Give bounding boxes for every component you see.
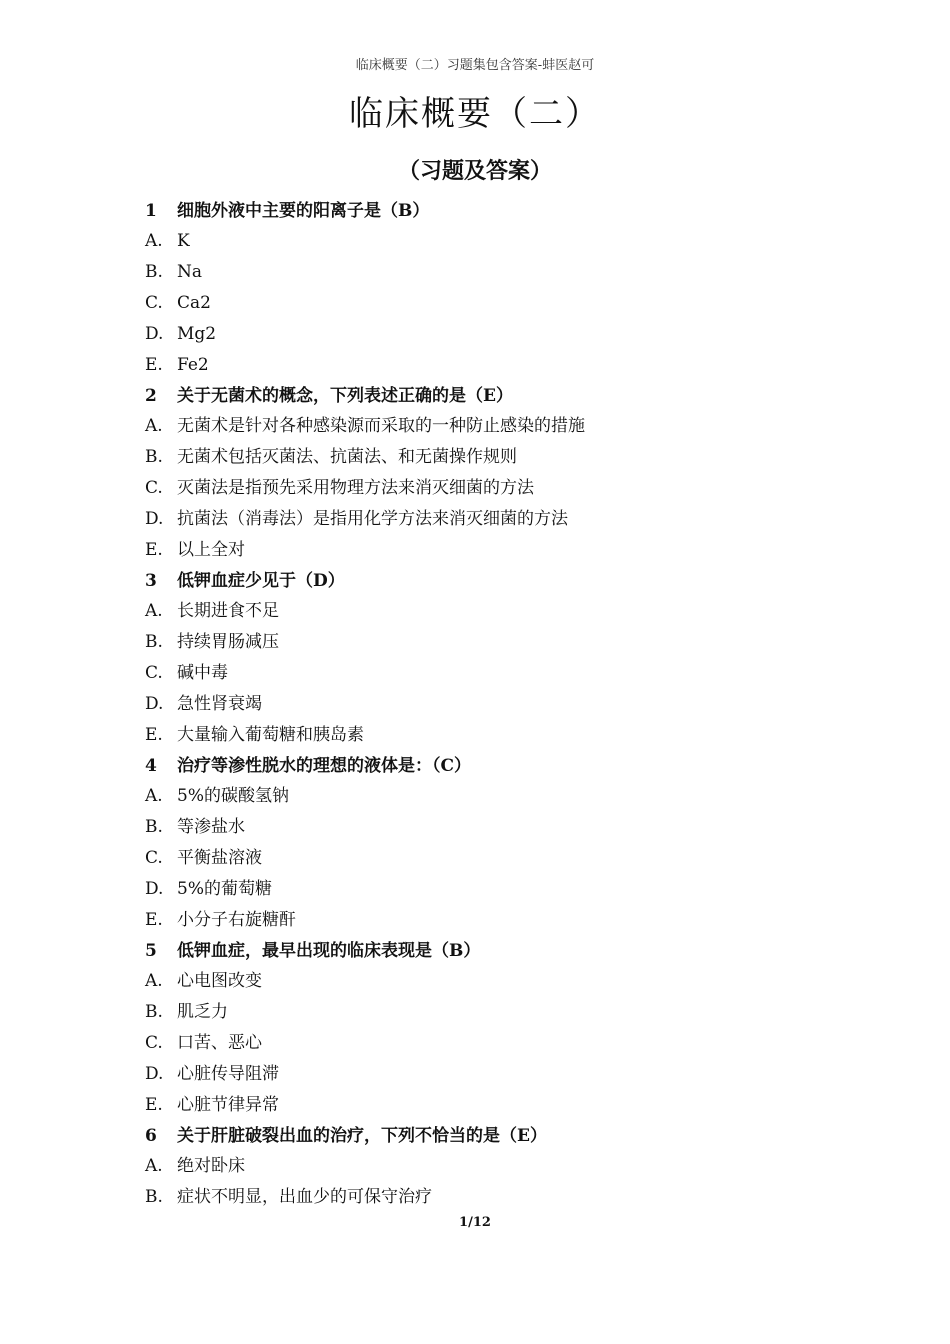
option-item <box>0 1059 950 1090</box>
option-text: 平衡盐溶液 <box>177 848 262 868</box>
page-number: 1/12 <box>459 1215 491 1230</box>
option-item <box>0 1028 950 1059</box>
question-4 <box>0 751 950 781</box>
option-letter: E. <box>145 540 163 560</box>
option-item <box>0 319 950 350</box>
option-letter: A. <box>145 601 163 621</box>
option-text: 等渗盐水 <box>177 817 245 837</box>
option-text: 心脏传导阻滞 <box>177 1064 279 1084</box>
option-text: 抗菌法（消毒法）是指用化学方法来消灭细菌的方法 <box>177 509 568 529</box>
option-text: 5%的葡萄糖 <box>177 879 272 899</box>
question-number: 3 <box>145 571 157 591</box>
option-letter: B. <box>145 447 163 467</box>
question-number: 5 <box>145 941 157 961</box>
question-text: 关于无菌术的概念，下列表述正确的是（E） <box>177 386 513 406</box>
option-item <box>0 905 950 936</box>
option-text: K <box>177 231 190 251</box>
page-title: 临床概要（二） <box>349 94 601 134</box>
option-item <box>0 720 950 751</box>
option-letter: D. <box>145 694 164 714</box>
option-letter: E. <box>145 910 163 930</box>
option-text: 5%的碳酸氢钠 <box>177 786 289 806</box>
question-5 <box>0 936 950 966</box>
option-item <box>0 473 950 504</box>
option-letter: A. <box>145 786 163 806</box>
option-letter: B. <box>145 817 163 837</box>
option-item <box>0 411 950 442</box>
question-text: 细胞外液中主要的阳离子是（B） <box>177 201 430 221</box>
option-letter: E. <box>145 1095 163 1115</box>
question-text: 治疗等渗性脱水的理想的液体是：（C） <box>177 756 472 776</box>
option-item <box>0 658 950 689</box>
question-number: 1 <box>145 201 157 221</box>
option-text: Fe2 <box>177 355 209 375</box>
option-item <box>0 1182 950 1213</box>
question-number: 6 <box>145 1126 157 1146</box>
option-item <box>0 689 950 720</box>
option-letter: B. <box>145 632 163 652</box>
question-2 <box>0 381 950 411</box>
question-text: 低钾血症，最早出现的临床表现是（B） <box>177 941 481 961</box>
option-letter: A. <box>145 416 163 436</box>
option-text: 小分子右旋糖酐 <box>177 910 296 930</box>
option-text: 症状不明显，出血少的可保守治疗 <box>177 1187 432 1207</box>
option-letter: C. <box>145 848 163 868</box>
option-letter: A. <box>145 231 163 251</box>
option-text: 急性肾衰竭 <box>177 694 262 714</box>
option-letter: D. <box>145 879 164 899</box>
option-item <box>0 350 950 381</box>
option-letter: A. <box>145 971 163 991</box>
option-item <box>0 1151 950 1182</box>
option-letter: C. <box>145 1033 163 1053</box>
option-item <box>0 843 950 874</box>
option-text: 灭菌法是指预先采用物理方法来消灭细菌的方法 <box>177 478 534 498</box>
option-text: Ca2 <box>177 293 211 313</box>
option-item <box>0 997 950 1028</box>
option-item <box>0 442 950 473</box>
question-number: 2 <box>145 386 157 406</box>
option-text: 无菌术包括灭菌法、抗菌法、和无菌操作规则 <box>177 447 517 467</box>
option-item <box>0 288 950 319</box>
option-item <box>0 226 950 257</box>
option-letter: B. <box>145 1002 163 1022</box>
option-letter: D. <box>145 1064 164 1084</box>
question-number: 4 <box>145 756 157 776</box>
option-item <box>0 781 950 812</box>
option-text: 口苦、恶心 <box>177 1033 262 1053</box>
option-letter: B. <box>145 262 163 282</box>
option-letter: A. <box>145 1156 163 1176</box>
option-text: 绝对卧床 <box>177 1156 245 1176</box>
option-letter: D. <box>145 509 164 529</box>
option-item <box>0 596 950 627</box>
option-item <box>0 535 950 566</box>
option-text: 心电图改变 <box>177 971 262 991</box>
option-text: 持续胃肠减压 <box>177 632 279 652</box>
option-text: 大量输入葡萄糖和胰岛素 <box>177 725 364 745</box>
option-text: 肌乏力 <box>177 1002 228 1022</box>
option-item <box>0 627 950 658</box>
question-3 <box>0 566 950 596</box>
option-text: 以上全对 <box>177 540 245 560</box>
page-subtitle: （习题及答案） <box>397 158 552 184</box>
option-letter: C. <box>145 293 163 313</box>
question-1 <box>0 196 950 226</box>
option-letter: E. <box>145 725 163 745</box>
option-item <box>0 812 950 843</box>
question-text: 关于肝脏破裂出血的治疗，下列不恰当的是（E） <box>177 1126 547 1146</box>
option-letter: B. <box>145 1187 163 1207</box>
option-item <box>0 257 950 288</box>
question-text: 低钾血症少见于（D） <box>177 571 345 591</box>
option-item <box>0 966 950 997</box>
option-item <box>0 504 950 535</box>
option-text: Na <box>177 262 203 282</box>
option-item <box>0 1090 950 1121</box>
option-letter: D. <box>145 324 164 344</box>
option-letter: C. <box>145 663 163 683</box>
option-text: 心脏节律异常 <box>177 1095 279 1115</box>
option-text: 碱中毒 <box>177 663 228 683</box>
option-text: 长期进食不足 <box>177 601 279 621</box>
running-header: 临床概要（二）习题集包含答案-蚌医赵可 <box>355 58 595 73</box>
question-6 <box>0 1121 950 1151</box>
option-item <box>0 874 950 905</box>
option-text: 无菌术是针对各种感染源而采取的一种防止感染的措施 <box>177 416 585 436</box>
option-letter: C. <box>145 478 163 498</box>
option-letter: E. <box>145 355 163 375</box>
question-list <box>0 196 950 1213</box>
option-text: Mg2 <box>177 324 217 344</box>
